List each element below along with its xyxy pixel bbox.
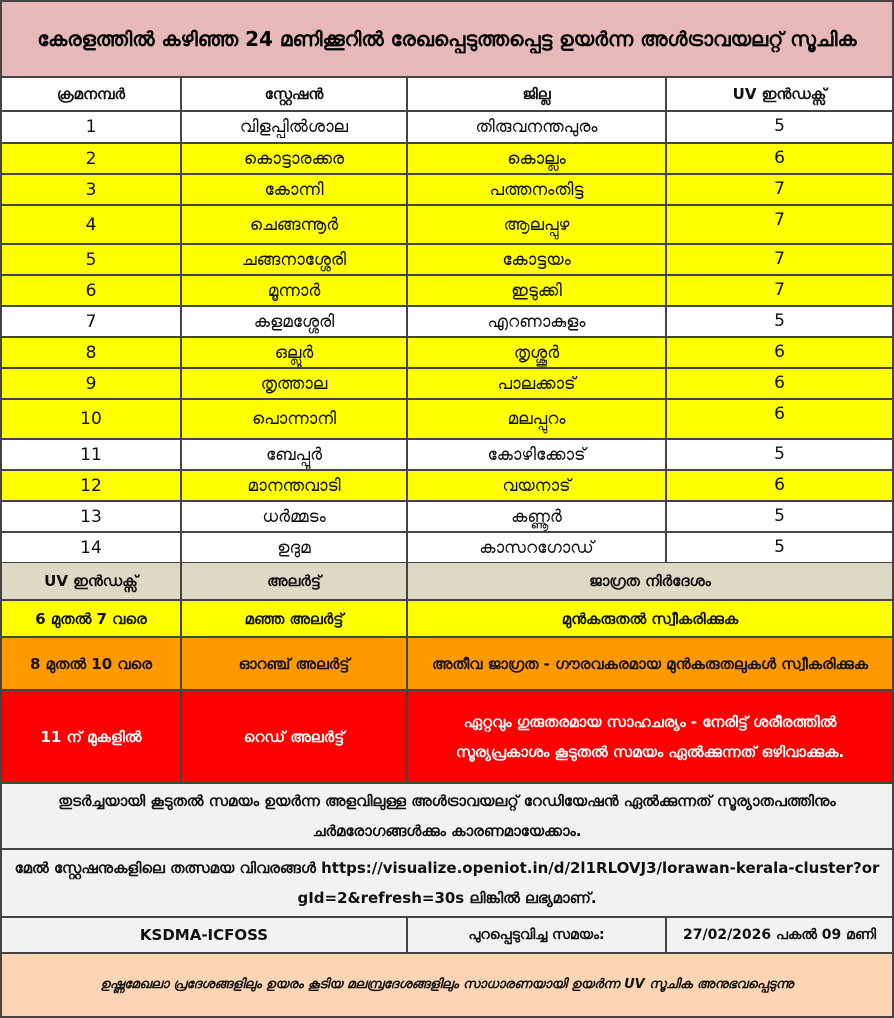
legend-row-yellow (0, 601, 894, 638)
table-row (0, 307, 894, 338)
serial-number-cell: 8 (0, 338, 182, 369)
serial-number-cell: 5 (0, 245, 182, 276)
district-cell: കൊല്ലം (408, 144, 667, 175)
district-cell: കണ്ണൂർ (408, 502, 667, 533)
uv-index-cell: 5 (667, 440, 894, 471)
station-cell: ബേപ്പൂർ (182, 440, 408, 471)
serial-number-cell: 6 (0, 276, 182, 307)
serial-number-cell: 9 (0, 369, 182, 400)
district-cell: കോട്ടയം (408, 245, 667, 276)
serial-number-cell: 4 (0, 206, 182, 245)
bottom-note-row (0, 954, 894, 1018)
station-cell: വിളപ്പിൽശാല (182, 112, 408, 144)
station-cell: കൊട്ടാരക്കര (182, 144, 408, 175)
legend-advice: അതീവ ജാഗ്രത - ഗൗരവകരമായ മുൻകരുതലുകൾ സ്വീകരിക്കുക (408, 638, 894, 691)
serial-number-cell: 10 (0, 400, 182, 440)
district-cell: പാലക്കാട് (408, 369, 667, 400)
uv-index-cell: 5 (667, 502, 894, 533)
bottom-note: ഉഷ്ണമേഖലാ പ്രദേശങ്ങളിലും ഉയരം കൂടിയ മലമ്പ്രദേശങ്ങളിലും സാധാരണയായി ഉയർന്ന UV സൂചിക അനുഭവപ്പെടുന്നു (0, 954, 894, 1018)
district-cell: ആലപ്പുഴ (408, 206, 667, 245)
header-uv-index: UV ഇൻഡക്സ് (667, 78, 894, 112)
footer-row (0, 918, 894, 954)
table-row (0, 502, 894, 533)
uv-index-cell: 7 (667, 206, 894, 245)
uv-index-cell: 5 (667, 533, 894, 564)
table-row (0, 112, 894, 144)
serial-number-cell: 12 (0, 471, 182, 502)
station-cell: തൃത്താല (182, 369, 408, 400)
legend-row-orange (0, 638, 894, 691)
legend-header-alert: അലർട്ട് (182, 563, 408, 601)
legend-range: 11 ന് മുകളിൽ (0, 691, 182, 784)
district-cell: കോഴിക്കോട് (408, 440, 667, 471)
table-row (0, 400, 894, 440)
legend-header-uv: UV ഇൻഡക്സ് (0, 563, 182, 601)
legend-range: 6 മുതൽ 7 വരെ (0, 601, 182, 638)
table-row (0, 175, 894, 206)
table-header-row (0, 78, 894, 112)
district-cell: മലപ്പുറം (408, 400, 667, 440)
station-cell: ധർമ്മടം (182, 502, 408, 533)
serial-number-cell: 13 (0, 502, 182, 533)
district-cell: തിരുവനന്തപുരം (408, 112, 667, 144)
district-cell: കാസറഗോഡ് (408, 533, 667, 564)
table-row (0, 533, 894, 564)
legend-header-row (0, 563, 894, 601)
legend-advice: ഏറ്റവും ഗുരുതരമായ സാഹചര്യം - നേരിട്ട് ശരീരത്തിൽ സൂര്യപ്രകാശം കൂടുതൽ സമയം ഏൽക്കുന്നത് ഒഴിവാക്കുക. (408, 691, 894, 784)
uv-index-cell: 6 (667, 144, 894, 175)
uv-index-cell: 7 (667, 245, 894, 276)
uv-index-cell: 6 (667, 400, 894, 440)
header-serial-number: ക്രമനമ്പർ (0, 78, 182, 112)
serial-number-cell: 11 (0, 440, 182, 471)
report-title: കേരളത്തിൽ കഴിഞ്ഞ 24 മണിക്കൂറിൽ രേഖപ്പെടുത്തപ്പെട്ട ഉയർന്ന അൾട്രാവയലറ്റ് സൂചിക (0, 0, 894, 78)
realtime-note-row (0, 850, 894, 918)
station-cell: ഒല്ലൂർ (182, 338, 408, 369)
legend-alert: ഓറഞ്ച് അലർട്ട് (182, 638, 408, 691)
warning-note: തുടർച്ചയായി കൂടുതൽ സമയം ഉയർന്ന അളവിലുള്ള അൾട്രാവയലറ്റ് റേഡിയേഷൻ ഏൽക്കുന്നത് സൂര്യാതപത്തിനും ചർമരോഗങ്ങൾക്കും കാരണമായേക്കാം. (0, 784, 894, 850)
legend-alert: റെഡ് അലർട്ട് (182, 691, 408, 784)
table-row (0, 245, 894, 276)
table-row (0, 338, 894, 369)
serial-number-cell: 14 (0, 533, 182, 564)
serial-number-cell: 1 (0, 112, 182, 144)
table-row (0, 440, 894, 471)
table-row (0, 144, 894, 175)
district-cell: ഇടുക്കി (408, 276, 667, 307)
legend-row-red (0, 691, 894, 784)
district-cell: എറണാകുളം (408, 307, 667, 338)
legend-advice: മുൻകരുതൽ സ്വീകരിക്കുക (408, 601, 894, 638)
source-org: KSDMA-ICFOSS (0, 918, 408, 954)
station-cell: ചെങ്ങന്നൂർ (182, 206, 408, 245)
legend-header-advice: ജാഗ്രത നിർദേശം (408, 563, 894, 601)
realtime-link-note[interactable]: മേൽ സ്റ്റേഷനുകളിലെ തത്സമയ വിവരങ്ങൾ https://visualize.openiot.in/d/2l1RLOVJ3/lorawan-kerala-cluster?orgId=2&refresh=30s ലിങ്കിൽ ലഭ്യമാണ്. (0, 850, 894, 918)
district-cell: തൃശ്ശൂർ (408, 338, 667, 369)
station-cell: കളമശ്ശേരി (182, 307, 408, 338)
uv-index-cell: 7 (667, 276, 894, 307)
header-station: സ്റ്റേഷൻ (182, 78, 408, 112)
station-cell: കോന്നി (182, 175, 408, 206)
legend-alert: മഞ്ഞ അലർട്ട് (182, 601, 408, 638)
table-row (0, 276, 894, 307)
station-cell: ഉദുമ (182, 533, 408, 564)
table-row (0, 471, 894, 502)
district-cell: പത്തനംതിട്ട (408, 175, 667, 206)
station-cell: ചങ്ങനാശ്ശേരി (182, 245, 408, 276)
published-label: പുറപ്പെടുവിച്ച സമയം: (408, 918, 667, 954)
uv-index-cell: 6 (667, 369, 894, 400)
warning-note-row (0, 784, 894, 850)
table-row (0, 206, 894, 245)
serial-number-cell: 3 (0, 175, 182, 206)
header-district: ജില്ല (408, 78, 667, 112)
district-cell: വയനാട് (408, 471, 667, 502)
station-cell: മാനന്തവാടി (182, 471, 408, 502)
legend-range: 8 മുതൽ 10 വരെ (0, 638, 182, 691)
published-time: 27/02/2026 പകൽ 09 മണി (667, 918, 894, 954)
uv-index-cell: 6 (667, 471, 894, 502)
table-row (0, 369, 894, 400)
station-cell: പൊന്നാനി (182, 400, 408, 440)
uv-index-cell: 6 (667, 338, 894, 369)
uv-index-cell: 7 (667, 175, 894, 206)
station-cell: മൂന്നാർ (182, 276, 408, 307)
serial-number-cell: 7 (0, 307, 182, 338)
uv-index-cell: 5 (667, 112, 894, 144)
uv-index-cell: 5 (667, 307, 894, 338)
serial-number-cell: 2 (0, 144, 182, 175)
